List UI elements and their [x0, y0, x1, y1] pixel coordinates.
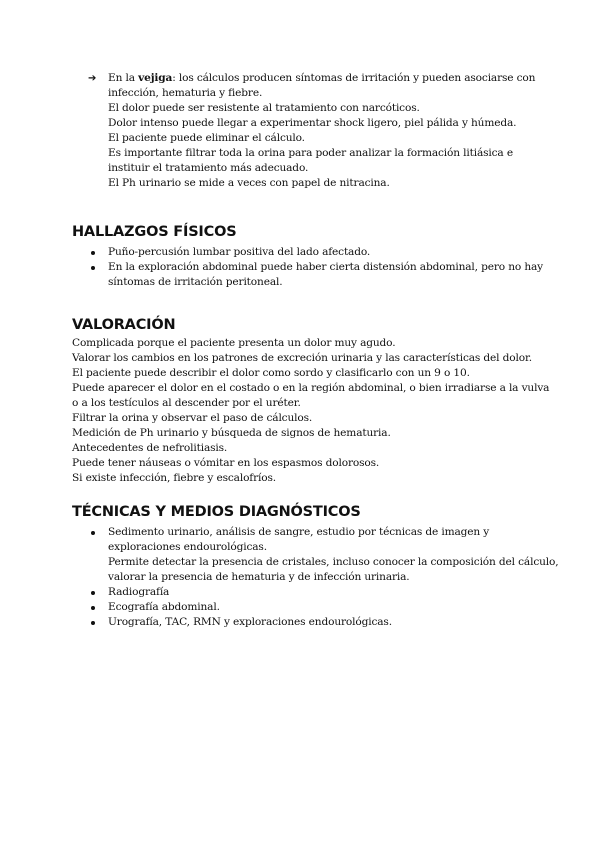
arrow-item-line: infección, hematuria y fiebre. — [108, 87, 263, 99]
section-heading-hallazgos: HALLAZGOS FÍSICOS — [72, 224, 237, 240]
list-item-line: Permite detectar la presencia de cristales, incluso conocer la composición del cálculo, — [108, 556, 559, 568]
arrow-item-line: El dolor puede ser resistente al tratamiento con narcóticos. — [108, 102, 420, 114]
list-item — [88, 525, 568, 585]
section-heading-tecnicas: TÉCNICAS Y MEDIOS DIAGNÓSTICOS — [72, 504, 361, 520]
arrow-item-prefix: En la — [108, 72, 139, 84]
list-item — [88, 600, 568, 615]
bullet-icon — [91, 251, 95, 255]
section-heading-valoracion: VALORACIÓN — [72, 317, 176, 333]
list-item-line: síntomas de irritación peritoneal. — [108, 276, 283, 288]
arrow-item-first-line — [108, 71, 558, 86]
arrow-item-line: El paciente puede eliminar el cálculo. — [108, 132, 305, 144]
list-item-line: Ecografía abdominal. — [108, 601, 220, 613]
arrow-item-line: Dolor intenso puede llegar a experimentar shock ligero, piel pálida y húmeda. — [108, 117, 517, 129]
paragraph-line: Si existe infección, fiebre y escalofríos. — [72, 472, 276, 484]
list-item — [88, 615, 568, 630]
list-item — [88, 260, 568, 290]
list-item — [88, 585, 568, 600]
paragraph-line: El paciente puede describir el dolor como sordo y clasificarlo con un 9 o 10. — [72, 367, 470, 379]
paragraph-line: Puede aparecer el dolor en el costado o en la región abdominal, o bien irradiarse a la vulva — [72, 382, 550, 394]
paragraph-line: Complicada porque el paciente presenta un dolor muy agudo. — [72, 337, 396, 349]
paragraph-line: Filtrar la orina y observar el paso de cálculos. — [72, 412, 313, 424]
bullet-icon — [91, 606, 95, 610]
arrow-item-first-line-rest: : los cálculos producen síntomas de irritación y pueden asociarse con — [172, 72, 536, 84]
arrow-list-item-vejiga — [88, 71, 558, 191]
list-item-line: Radiografía — [108, 586, 170, 598]
list-item-line: Urografía, TAC, RMN y exploraciones endourológicas. — [108, 616, 392, 628]
tecnicas-list — [88, 525, 568, 630]
bullet-icon — [91, 591, 95, 595]
hallazgos-list — [88, 245, 568, 290]
list-item-line: exploraciones endourológicas. — [108, 541, 267, 553]
paragraph-line: Antecedentes de nefrolitiasis. — [72, 442, 228, 454]
arrow-item-line: Es importante filtrar toda la orina para poder analizar la formación litiásica e — [108, 147, 513, 159]
bullet-icon — [91, 266, 95, 270]
list-item-line: valorar la presencia de hematuria y de infección urinaria. — [108, 571, 410, 583]
valoracion-paragraphs — [72, 336, 562, 486]
arrow-right-icon: ➔ — [88, 73, 97, 84]
arrow-list — [88, 71, 558, 191]
paragraph-line: Puede tener náuseas o vómitar en los espasmos dolorosos. — [72, 457, 380, 469]
list-item — [88, 245, 568, 260]
bullet-icon — [91, 621, 95, 625]
arrow-item-line: El Ph urinario se mide a veces con papel de nitracina. — [108, 177, 390, 189]
arrow-item-bold-term: vejiga — [138, 72, 173, 84]
paragraph-line: o a los testículos al descender por el uréter. — [72, 397, 301, 409]
list-item-line: Sedimento urinario, análisis de sangre, estudio por técnicas de imagen y — [108, 526, 490, 538]
paragraph-line: Medición de Ph urinario y búsqueda de signos de hematuria. — [72, 427, 391, 439]
bullet-icon — [91, 531, 95, 535]
list-item-line: Puño-percusión lumbar positiva del lado afectado. — [108, 246, 371, 258]
list-item-line: En la exploración abdominal puede haber cierta distensión abdominal, pero no hay — [108, 261, 544, 273]
arrow-item-line: instituir el tratamiento más adecuado. — [108, 162, 309, 174]
paragraph-line: Valorar los cambios en los patrones de excreción urinaria y las características del dolor. — [72, 352, 532, 364]
